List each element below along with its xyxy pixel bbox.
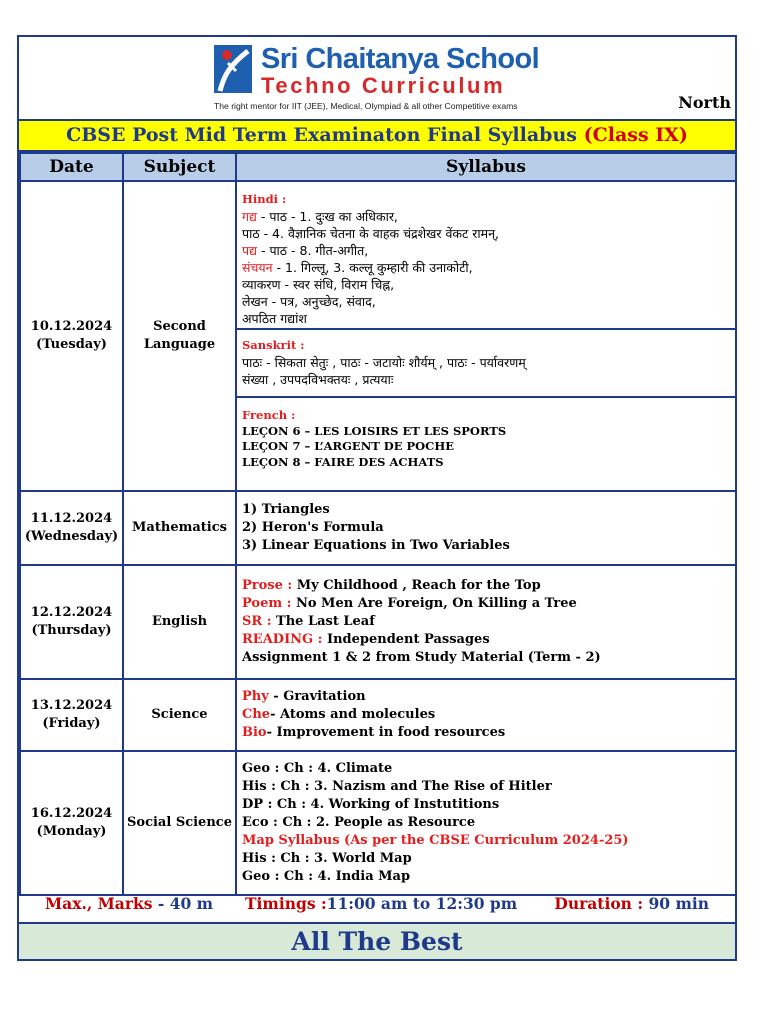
table-header-row	[20, 153, 736, 181]
document-title	[19, 119, 735, 152]
document-header	[19, 37, 735, 119]
syllabus-document	[17, 35, 737, 961]
subject-cell: Science	[123, 679, 236, 751]
syllabus-line: 2) Heron's Formula	[242, 520, 384, 535]
exam-date: 13.12.2024	[30, 698, 113, 713]
exam-day: (Tuesday)	[36, 337, 107, 352]
date-cell	[20, 679, 123, 751]
date-cell	[20, 751, 123, 895]
syllabus-line: व्याकरण - स्वर संधि, विराम चिह्न,	[242, 276, 395, 292]
subject-cell: English	[123, 565, 236, 679]
exam-date: 16.12.2024	[30, 806, 113, 821]
syllabus-line: LEÇON 7 – L’ARGENT DE POCHE	[242, 439, 454, 453]
logo-emblem-icon	[214, 45, 252, 93]
subject-name-line2: Language	[143, 337, 216, 352]
syllabus-cell	[236, 751, 736, 895]
timings: Timings :11:00 am to 12:30 pm	[245, 894, 518, 913]
school-subtitle: Techno Curriculum	[261, 73, 506, 98]
exam-day: (Wednesday)	[24, 529, 119, 544]
syllabus-line: His : Ch : 3. World Map	[242, 851, 412, 866]
exam-day: (Thursday)	[31, 623, 112, 638]
exam-day: (Monday)	[36, 824, 107, 839]
syllabus-line: Geo : Ch : 4. India Map	[242, 869, 411, 884]
sanskrit-section	[237, 328, 735, 396]
duration: Duration : 90 min	[554, 894, 709, 913]
syllabus-line: LEÇON 8 – FAIRE DES ACHATS	[242, 454, 444, 469]
region-label: North	[678, 93, 731, 112]
hindi-label: Hindi :	[242, 192, 287, 206]
french-section	[237, 396, 735, 490]
table-row	[20, 679, 736, 751]
school-tagline: The right mentor for IIT (JEE), Medical, Olympiad & all other Competitive exams	[214, 101, 518, 111]
syllabus-line: Che- Atoms and molecules	[242, 707, 436, 722]
hindi-section	[242, 182, 729, 328]
sanskrit-label: Sanskrit :	[242, 338, 305, 352]
column-header-syllabus: Syllabus	[236, 153, 736, 181]
school-name: Sri Chaitanya School	[261, 43, 540, 75]
exam-day: (Friday)	[42, 716, 101, 731]
date-cell	[20, 491, 123, 565]
subject-name-line1: Second	[153, 319, 206, 334]
table-row	[20, 751, 736, 895]
table-row	[20, 181, 736, 491]
table-row	[20, 491, 736, 565]
title-class: (Class IX)	[583, 124, 688, 146]
syllabus-cell	[236, 565, 736, 679]
exam-date: 11.12.2024	[30, 511, 113, 526]
syllabus-line: Poem : No Men Are Foreign, On Killing a Tree	[242, 596, 577, 611]
syllabus-line: Geo : Ch : 4. Climate	[242, 761, 393, 776]
column-header-subject: Subject	[123, 153, 236, 181]
syllabus-table	[19, 152, 737, 896]
syllabus-line: गद्य - पाठ - 1. दुःख का अधिकार,	[242, 208, 398, 224]
syllabus-cell	[236, 491, 736, 565]
max-marks: Max., Marks - 40 m	[45, 894, 214, 913]
subject-cell: Social Science	[123, 751, 236, 895]
syllabus-line: 1) Triangles	[242, 502, 330, 517]
syllabus-line: पाठ - 4. वैज्ञानिक चेतना के वाहक चंद्रशेखर वेंकट रामन्,	[242, 225, 500, 241]
syllabus-line: READING : Independent Passages	[242, 632, 490, 647]
syllabus-line: अपठित गद्यांश	[242, 310, 307, 326]
syllabus-line: DP : Ch : 4. Working of Instutitions	[242, 797, 500, 812]
syllabus-line: संचयन - 1. गिल्लू, 3. कल्लू कुम्हारी की उनाकोटी,	[242, 259, 473, 275]
syllabus-line: लेखन - पत्र, अनुच्छेद, संवाद,	[242, 293, 376, 309]
syllabus-line: Assignment 1 & 2 from Study Material (Term - 2)	[242, 650, 601, 665]
syllabus-line: Bio- Improvement in food resources	[242, 725, 506, 740]
syllabus-line: SR : The Last Leaf	[242, 614, 375, 629]
closing-message: All The Best	[19, 924, 735, 959]
syllabus-line: संख्या , उपपदविभक्तयः , प्रत्ययाः	[242, 371, 394, 387]
exam-date: 10.12.2024	[30, 319, 113, 334]
syllabus-line: Eco : Ch : 2. People as Resource	[242, 815, 476, 830]
syllabus-line: Phy - Gravitation	[242, 689, 366, 704]
subject-cell: Mathematics	[123, 491, 236, 565]
date-cell	[20, 565, 123, 679]
exam-info-bar	[19, 885, 735, 924]
title-main: CBSE Post Mid Term Examinaton Final Syllabus	[66, 124, 577, 146]
syllabus-line: पद्य - पाठ - 8. गीत-अगीत,	[242, 242, 369, 258]
syllabus-line: Prose : My Childhood , Reach for the Top	[242, 578, 541, 593]
school-logo	[214, 42, 540, 114]
syllabus-cell	[236, 679, 736, 751]
map-syllabus-heading: Map Syllabus (As per the CBSE Curriculum 2024-25)	[242, 833, 629, 848]
syllabus-line: पाठः - सिकता सेतुः , पाठः - जटायोः शौर्यम् , पाठः - पर्यावरणम्	[242, 354, 526, 370]
syllabus-line: LEÇON 6 – LES LOISIRS ET LES SPORTS	[242, 423, 507, 438]
french-label: French :	[242, 408, 296, 422]
column-header-date: Date	[20, 153, 123, 181]
syllabus-cell	[236, 181, 736, 491]
syllabus-line: His : Ch : 3. Nazism and The Rise of Hitler	[242, 779, 552, 794]
syllabus-line: 3) Linear Equations in Two Variables	[242, 538, 510, 553]
table-row	[20, 565, 736, 679]
date-cell	[20, 181, 123, 491]
exam-date: 12.12.2024	[30, 605, 113, 620]
subject-cell	[123, 181, 236, 491]
